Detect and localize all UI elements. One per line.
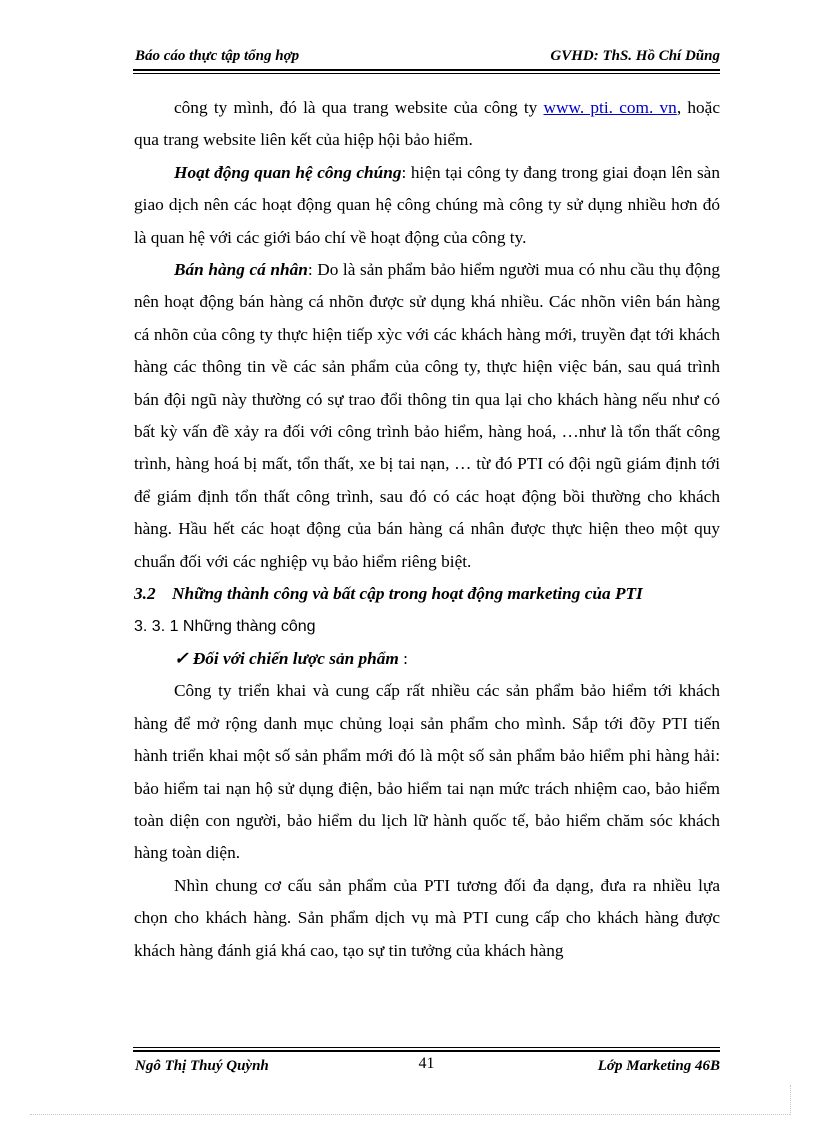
paragraph-public-relations <box>134 157 720 254</box>
paragraph-text: : hiện tại công ty đang trong giai đoạn lên sàn giao dịch nên các hoạt động quan hệ công chúng mà công ty sử dụng nhiều hơn đó là quan hệ với các giới báo chí về hoạt động của công ty. <box>134 162 720 247</box>
page-header <box>133 48 720 70</box>
page-body <box>134 92 720 967</box>
paragraph-website <box>134 92 720 157</box>
header-rule-thick <box>133 69 720 71</box>
page-number: 41 <box>418 1055 435 1072</box>
header-report-title: Báo cáo thực tập tổng hợp <box>135 48 300 64</box>
footer-author: Ngô Thị Thuý Quỳnh <box>135 1058 269 1074</box>
subsection-heading: 3. 3. 1 Những thàng công <box>134 617 316 635</box>
personal-selling-label: Bán hàng cá nhân <box>174 260 308 280</box>
footer-rule-thin <box>133 1047 720 1048</box>
website-link[interactable]: www. pti. com. vn <box>543 98 677 117</box>
paragraph-text: : Do là sản phẩm bảo hiểm người mua có nhu cầu thụ động nên hoạt động bán hàng cá nhõn được sử dụng khá nhiều. Các nhõn viên bán hàng cá nhõn của công ty thực hiện tiếp xỳc với các khách hàng mới, truyền đạt tới khách hàng các thông tin về các sản phẩm của công ty, thực hiện việc bán, sau quá trình bán đội ngũ này thường có sự trao đổi thông tin qua lại cho khách hàng nếu như có bất kỳ vấn đề xảy ra đối với công trình bảo hiểm, hàng hoá, …như là tổn thất công trình, hàng hoá bị mất, tổn thất, xe bị tai nạn, … từ đó PTI có đội ngũ giám định tới để giám định tổn thất công trình, sau đó có các hoạt động bồi thường cho khách hàng. Hầu hết các hoạt động của bán hàng cá nhân được thực hiện theo một quy chuẩn đối với các nghiệp vụ bảo hiểm riêng biệt. <box>134 260 720 571</box>
section-heading <box>134 578 720 610</box>
bullet-product-strategy <box>134 643 720 675</box>
paragraph-text: công ty mình, đó là qua trang website của công ty <box>174 98 544 117</box>
pr-label: Hoạt động quan hệ công chúng <box>174 162 402 182</box>
bullet-suffix: : <box>398 648 408 668</box>
section-title: Những thành công và bất cập trong hoạt động marketing của PTI <box>172 584 643 604</box>
section-number: 3.2 <box>134 584 156 604</box>
header-advisor: GVHD: ThS. Hồ Chí Dũng <box>550 48 720 64</box>
page-boundary-bottom <box>30 1114 790 1115</box>
paragraph-personal-selling <box>134 254 720 578</box>
footer-rule-thick <box>133 1050 720 1052</box>
bullet-label: Đối với chiến lược sản phẩm <box>192 648 399 668</box>
paragraph-product-deployment: Công ty triển khai và cung cấp rất nhiều các sản phẩm bảo hiểm tới khách hàng để mở rộng danh mục chủng loại sản phẩm cho mình. Sắp tới đõy PTI tiến hành triển khai một số sản phẩm mới đó là một số sản phẩm bảo hiểm phi hàng hải: bảo hiểm tai nạn hộ sử dụng điện, bảo hiểm tai nạn mức trách nhiệm cao, bảo hiểm toàn diện con người, bảo hiểm du lịch lữ hành quốc tế, bảo hiểm chăm sóc khách hàng toàn diện. <box>134 681 720 863</box>
header-rule-thin <box>133 73 720 74</box>
paragraph-product-structure: Nhìn chung cơ cấu sản phẩm của PTI tương đối đa dạng, đưa ra nhiều lựa chọn cho khách hàng. Sản phẩm dịch vụ mà PTI cung cấp cho khách hàng được khách hàng đánh giá khá cao, tạo sự tin tưởng của khách hàng <box>134 875 720 960</box>
footer-class: Lớp Marketing 46B <box>597 1058 720 1074</box>
page-boundary-right <box>790 1085 791 1115</box>
page-footer <box>133 1055 720 1080</box>
paragraph-text: , hoặc qua trang website liên kết của hiệp hội bảo hiểm. <box>134 98 720 150</box>
checkmark-icon: ✓ <box>174 648 189 668</box>
